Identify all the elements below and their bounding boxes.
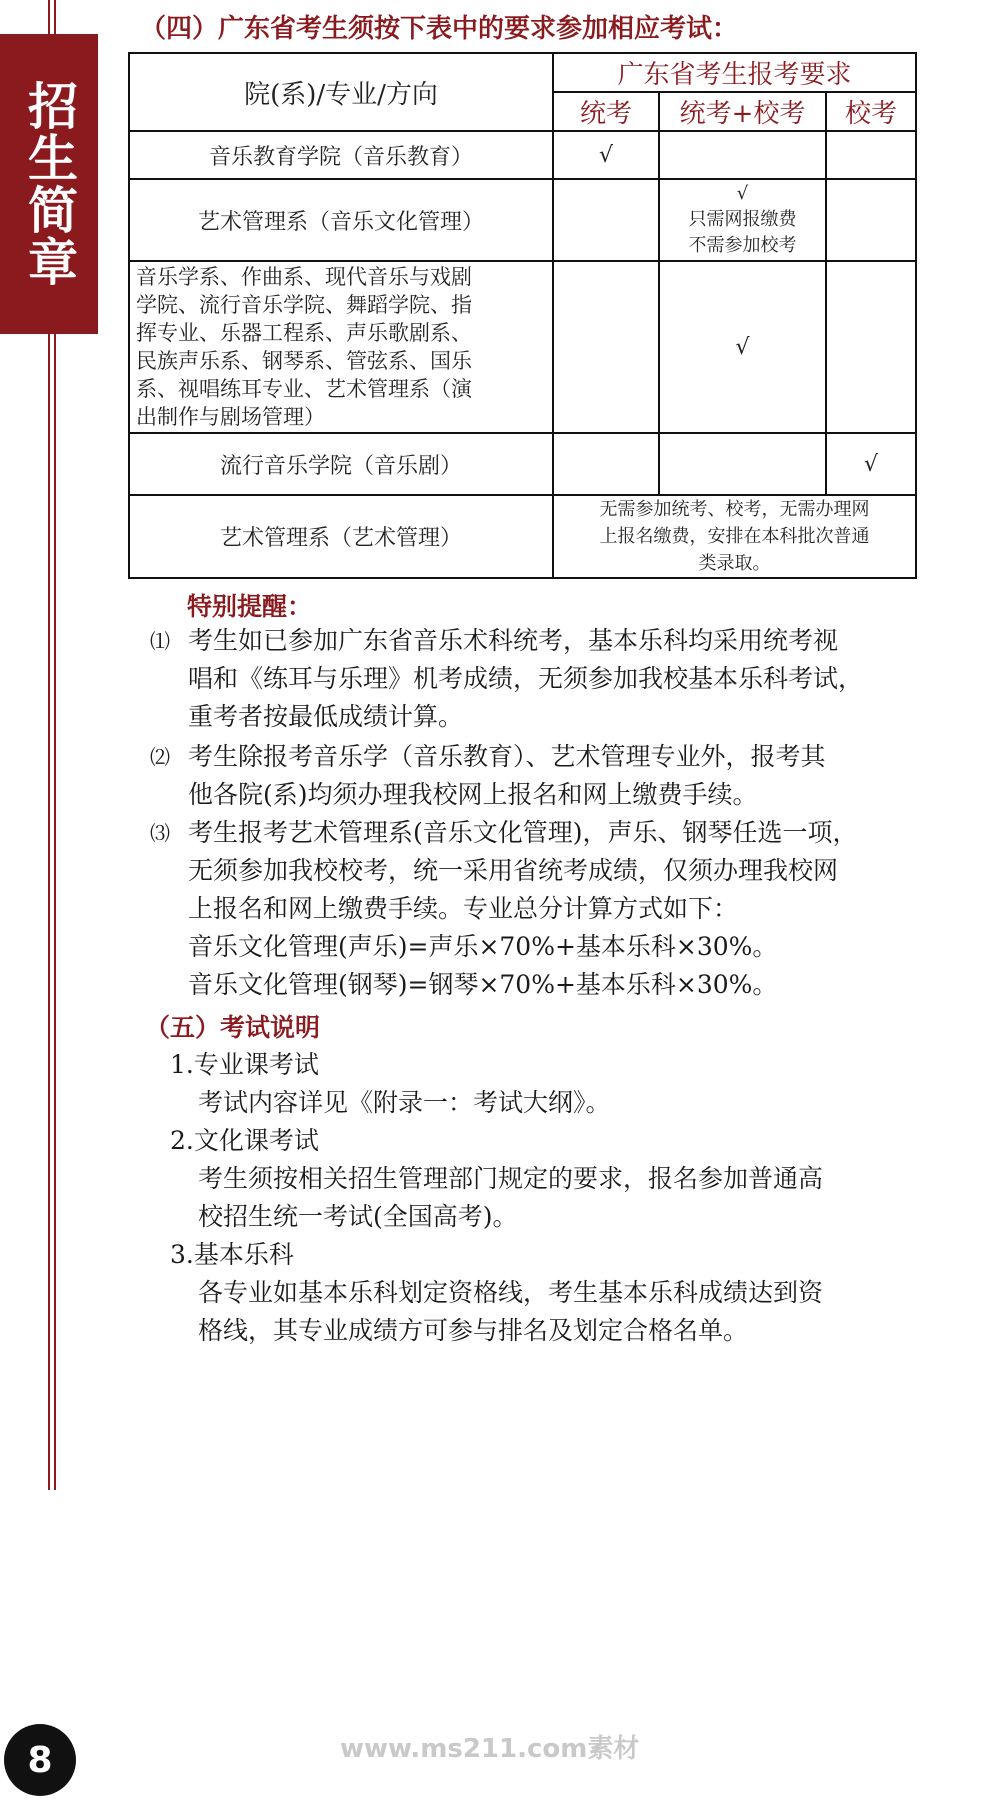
- page-number-badge: [4, 1724, 76, 1796]
- note-line: 无需参加统考、校考，无需办理网: [599, 499, 870, 520]
- reminder-title: 特别提醒：: [187, 592, 313, 621]
- header-group: 广东省考生报考要求: [553, 53, 916, 92]
- table-row: [129, 433, 916, 495]
- note-line: 类录取。: [698, 553, 771, 574]
- exam-item-3-heading: 3.基本乐科: [170, 1240, 294, 1269]
- exam-item-1-heading: 1.专业课考试: [170, 1050, 319, 1079]
- table-row: [129, 131, 916, 179]
- item-line: 重考者按最低成绩计算。: [188, 702, 464, 731]
- exam-item-3-text: 各专业如基本乐科划定资格线，考生基本乐科成绩达到资: [198, 1278, 824, 1307]
- name-line: 系、视唱练耳专业、艺术管理系（演: [136, 377, 472, 401]
- table-row: [129, 179, 916, 261]
- row-cell-tongkao: √: [553, 131, 659, 179]
- requirements-table: [128, 52, 917, 579]
- header-department: 院(系)/专业/方向: [129, 53, 553, 131]
- row-cell-tongkao-xiaokao: √: [659, 261, 826, 433]
- item-line: 考生如已参加广东省音乐术科统考，基本乐科均采用统考视: [188, 626, 839, 655]
- row-cell-xiaokao: [826, 131, 916, 179]
- row-note: [553, 495, 916, 578]
- row-cell-xiaokao: √: [826, 433, 916, 495]
- section4-title: （四）广东省考生须按下表中的要求参加相应考试：: [140, 14, 739, 44]
- exam-item-2-heading: 2.文化课考试: [170, 1126, 319, 1155]
- item-text: [188, 814, 858, 1004]
- item-text: [188, 738, 826, 814]
- item-line: 考生报考艺术管理系(音乐文化管理)，声乐、钢琴任选一项，: [188, 818, 858, 847]
- name-line: 出制作与剧场管理）: [136, 405, 325, 429]
- table-header-row: [129, 53, 916, 92]
- header-tongkao-xiaokao: 统考+校考: [659, 92, 826, 131]
- item-line: 唱和《练耳与乐理》机考成绩，无须参加我校基本乐科考试，: [188, 664, 864, 693]
- row-cell-tongkao-xiaokao: [659, 433, 826, 495]
- section5-title: （五）考试说明: [145, 1013, 321, 1042]
- row-cell-tongkao: [553, 261, 659, 433]
- side-tab-label: 招生简章: [20, 80, 78, 288]
- name-line: 音乐学系、作曲系、现代音乐与戏剧: [136, 265, 472, 289]
- note-line: 只需网报缴费: [688, 209, 797, 230]
- row-cell-tongkao: [553, 433, 659, 495]
- watermark: www.ms211.com素材: [340, 1734, 640, 1764]
- header-xiaokao: 校考: [826, 92, 916, 131]
- exam-item-2-text: 校招生统一考试(全国高考)。: [198, 1202, 518, 1231]
- row-cell-tongkao: [553, 179, 659, 261]
- item-line: 上报名和网上缴费手续。专业总分计算方式如下：: [188, 894, 739, 923]
- row-name: 艺术管理系（音乐文化管理）: [129, 179, 553, 261]
- name-line: 民族声乐系、钢琴系、管弦系、国乐: [136, 349, 472, 373]
- note-line: 不需参加校考: [688, 235, 797, 256]
- item-line: 他各院(系)均须办理我校网上报名和网上缴费手续。: [188, 780, 758, 809]
- exam-item-3-text: 格线，其专业成绩方可参与排名及划定合格名单。: [198, 1316, 749, 1345]
- item-number: ⑴: [150, 629, 170, 653]
- item-line: 考生除报考音乐学（音乐教育）、艺术管理专业外，报考其: [188, 742, 826, 771]
- header-tongkao: 统考: [553, 92, 659, 131]
- exam-item-1-text: 考试内容详见《附录一：考试大纲》。: [198, 1088, 611, 1117]
- row-name: 音乐教育学院（音乐教育）: [129, 131, 553, 179]
- item-number: ⑵: [150, 745, 170, 769]
- note-line: 上报名缴费，安排在本科批次普通: [599, 526, 870, 547]
- item-text: [188, 622, 863, 736]
- row-name-multiline: [129, 261, 553, 433]
- formula-line: 音乐文化管理(声乐)=声乐×70%+基本乐科×30%。: [188, 932, 778, 961]
- row-cell-tongkao-xiaokao: [659, 131, 826, 179]
- name-line: 挥专业、乐器工程系、声乐歌剧系、: [136, 321, 472, 345]
- name-line: 学院、流行音乐学院、舞蹈学院、指: [136, 293, 472, 317]
- row-name: 流行音乐学院（音乐剧）: [129, 433, 553, 495]
- row-cell-xiaokao: [826, 179, 916, 261]
- item-number: ⑶: [150, 821, 170, 845]
- page-number: 8: [27, 1739, 53, 1781]
- exam-item-2-text: 考生须按相关招生管理部门规定的要求，报名参加普通高: [198, 1164, 824, 1193]
- row-cell-xiaokao: [826, 261, 916, 433]
- table-row: [129, 261, 916, 433]
- check-mark: √: [736, 183, 749, 204]
- formula-line: 音乐文化管理(钢琴)=钢琴×70%+基本乐科×30%。: [188, 970, 778, 999]
- row-name: 艺术管理系（艺术管理）: [129, 495, 553, 578]
- item-line: 无须参加我校校考，统一采用省统考成绩，仅须办理我校网: [188, 856, 839, 885]
- row-cell-tongkao-xiaokao: [659, 179, 826, 261]
- side-tab: [0, 34, 98, 334]
- table-row: [129, 495, 916, 578]
